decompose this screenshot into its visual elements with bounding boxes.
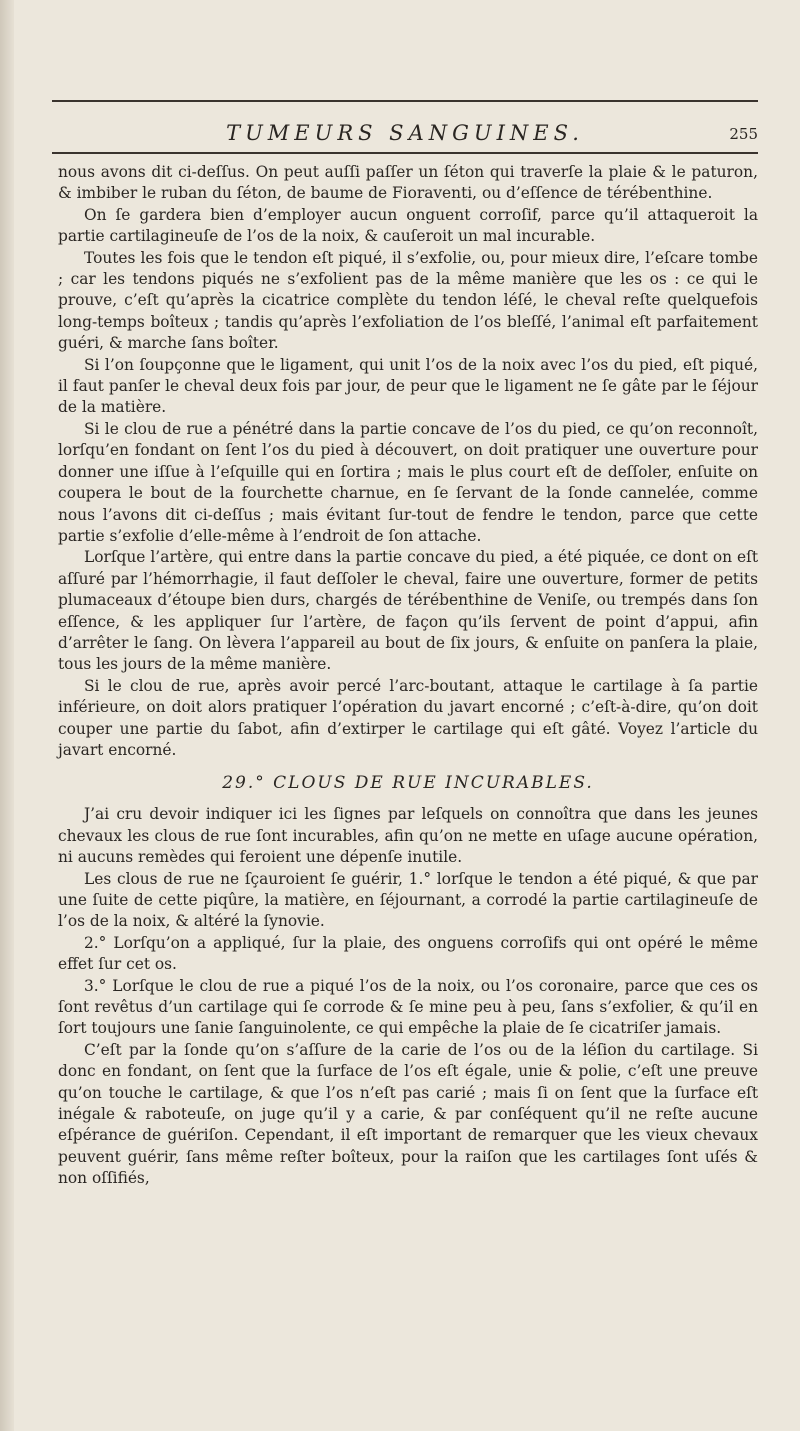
running-header: [52, 94, 758, 156]
paragraph: nous avons dit ci-deſſus. On peut auſſi paſſer un ſéton qui traverſe la plaie & le paturon, & imbiber le ruban du ſéton, de baume de Fioraventi, ou d’eſſence de térébenthine.: [58, 163, 758, 203]
paragraph: J’ai cru devoir indiquer ici les ſignes par leſquels on connoîtra que dans les jeunes chevaux les clous de rue ſont incurables, afin qu’on ne mette en uſage aucune opération, ni aucuns remèdes qui feroient une dépenſe inutile.: [58, 805, 758, 867]
paragraph: C’eſt par la ſonde qu’on s’aſſure de la carie de l’os ou de la léſion du cartilage. Si donc en fondant, on ſent que la ſurface de l’os eſt égale, unie & polie, c’eſt une preuve qu’on touche le cartilage, & que l’os n’eſt pas carié ; mais ſi on ſent que la ſurface eſt inégale & raboteuſe, on juge qu’il y a carie, & par conſéquent qu’il ne reſte aucune eſpérance de guériſon. Cependant, il eſt important de remarquer que les vieux chevaux peuvent guérir, ſans même reſter boîteux, pour la raiſon que les cartilages ſont uſés & non oſſifiés,: [58, 1040, 758, 1188]
page-edge-shadow: [0, 0, 14, 1431]
paragraph: Lorſque l’artère, qui entre dans la partie concave du pied, a été piquée, ce dont on eſt aſſuré par l’hémorrhagie, il faut deſſoler le cheval, faire une ouverture, former de petits plumaceaux d’étoupe bien durs, chargés de térébenthine de Veniſe, ou trempés dans ſon eſſence, & les appliquer ſur l’artère, de façon qu’ils ſervent de point d’appui, afin d’arrêter le ſang. On lèvera l’appareil au bout de ſix jours, & enſuite on panſera la plaie, tous les jours de la même manière.: [58, 548, 758, 674]
paragraph: Si le clou de rue, après avoir percé l’arc-boutant, attaque le cartilage à ſa partie inférieure, on doit alors pratiquer l’opération du javart encorné ; c’eſt-à-dire, qu’on doit couper une partie du ſabot, afin d’extirper le cartilage qui eſt gâté. Voyez l’article du javart encorné.: [58, 676, 758, 759]
paragraph: 3.° Lorſque le clou de rue a piqué l’os de la noix, ou l’os coronaire, parce que ces os ſont revêtus d’un cartilage qui ſe corrode & ſe mine peu à peu, ſans s’exfolier, & qu’il en ſort toujours une ſanie ſanguinolente, ce qui empêche la plaie de ſe cicatriſer jamais.: [58, 976, 758, 1038]
paragraph: Si le clou de rue a pénétré dans la partie concave de l’os du pied, ce qu’on reconnoît, lorſqu’en fondant on ſent l’os du pied à découvert, on doit pratiquer une ouverture pour donner une iſſue à l’eſquille qui en ſortira ; mais le plus court eſt de deſſoler, enſuite on coupera le bout de la fourchette charnue, en ſe ſervant de la ſonde cannelée, comme nous l’avons dit ci-deſſus ; mais évitant ſur-tout de fendre le tendon, parce que cette partie s’exfolie d’elle-même à l’endroit de ſon attache.: [58, 419, 758, 545]
header-rule-top: [52, 100, 758, 102]
paragraph: 2.° Lorſqu’on a appliqué, ſur la plaie, des onguens corroſifs qui ont opéré le même effet ſur cet os.: [58, 933, 758, 974]
page-number: 255: [729, 125, 758, 143]
paragraph: On ſe gardera bien d’employer aucun onguent corroſif, parce qu’il attaqueroit la partie cartilagineuſe de l’os de la noix, & cauſeroit un mal incurable.: [58, 205, 758, 246]
section-heading: 29.° CLOUS DE RUE INCURABLES.: [222, 773, 594, 794]
paragraph: Si l’on ſoupçonne que le ligament, qui unit l’os de la noix avec l’os du pied, eſt piqué, il faut panſer le cheval deux fois par jour, de peur que le ligament ne ſe gâte par le ſéjour de la matière.: [58, 355, 758, 417]
paragraph: Les clous de rue ne ſçauroient ſe guérir, 1.° lorſque le tendon a été piqué, & que par une ſuite de cette piqûre, la matière, en ſéjournant, a corrodé la partie cartilagineuſe de l’os de la noix, & altéré la ſynovie.: [58, 869, 758, 931]
paragraph: Toutes les fois que le tendon eſt piqué, il s’exfolie, ou, pour mieux dire, l’eſcare tombe ; car les tendons piqués ne s’exfolient pas de la même manière que les os : ce qui le prouve, c’eſt qu’après la cicatrice complète du tendon léſé, le cheval reſte quelquefois long-temps boîteux ; tandis qu’après l’exfoliation de l’os bleſſé, l’animal eſt parfaitement guéri, & marche ſans boîter.: [58, 248, 758, 353]
running-title: TUMEURS SANGUINES.: [226, 121, 584, 145]
text-body: [58, 162, 758, 1190]
header-rule-bottom: [52, 152, 758, 154]
